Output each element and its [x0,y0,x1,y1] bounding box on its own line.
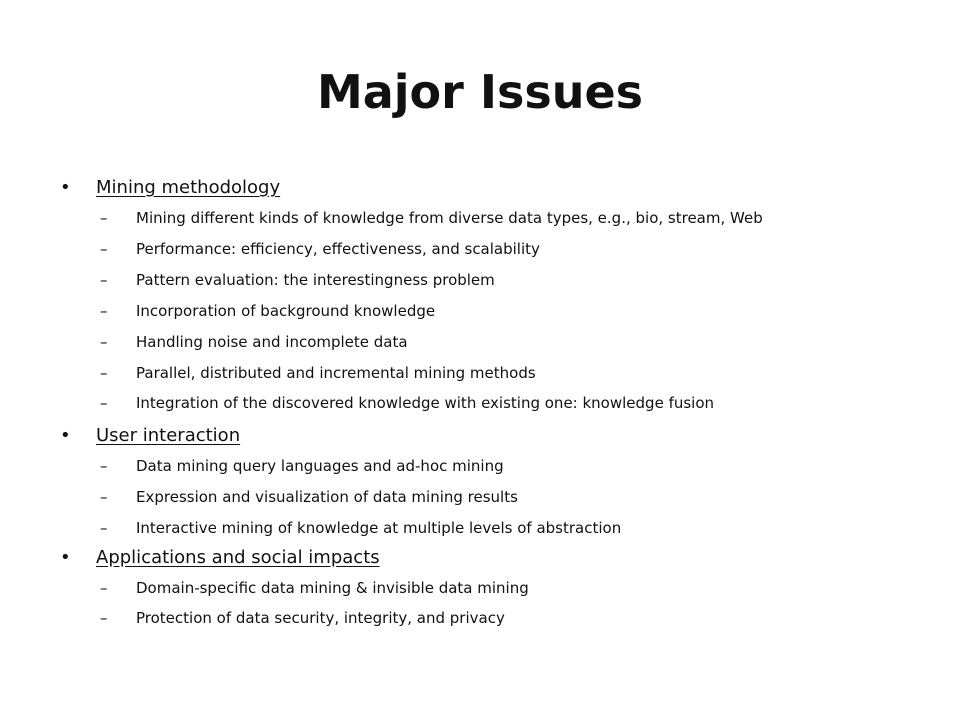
dash-icon: – [100,240,108,258]
section-heading: Applications and social impacts [96,547,380,568]
list-item [60,513,920,543]
bullet-icon: • [60,547,71,568]
list-item-text: Parallel, distributed and incremental mining methods [136,364,536,382]
dash-icon: – [100,394,108,412]
list-item [60,573,920,603]
list-item-text: Handling noise and incomplete data [136,333,408,351]
dash-icon: – [100,333,108,351]
list-item [60,296,920,327]
list-item [60,234,920,265]
list-item-text: Expression and visualization of data mining results [136,488,518,506]
dash-icon: – [100,271,108,289]
list-item [60,603,920,633]
slide-title: Major Issues [316,65,644,119]
list-item [60,388,920,418]
list-item [60,451,920,482]
section-applications-social-impacts [60,543,920,633]
list-item [60,203,920,234]
list-item [60,358,920,388]
dash-icon: – [100,457,108,475]
sub-list [60,451,920,543]
list-item [60,482,920,513]
list-item-text: Protection of data security, integrity, and privacy [136,609,505,627]
list-item [60,327,920,358]
list-item-text: Incorporation of background knowledge [136,302,436,320]
section-heading-row [60,421,920,451]
dash-icon: – [100,488,108,506]
list-item-text: Data mining query languages and ad-hoc mining [136,457,504,475]
sub-list [60,203,920,418]
list-item-text: Pattern evaluation: the interestingness problem [136,271,495,289]
dash-icon: – [100,364,108,382]
section-heading: User interaction [96,425,241,446]
bullet-icon: • [60,425,71,446]
list-item-text: Mining different kinds of knowledge from diverse data types, e.g., bio, stream, Web [136,209,763,227]
section-heading-row [60,173,920,203]
list-item-text: Performance: efficiency, effectiveness, and scalability [136,240,540,258]
dash-icon: – [100,209,108,227]
bullet-icon: • [60,177,71,198]
section-heading: Mining methodology [96,177,281,198]
list-item-text: Interactive mining of knowledge at multiple levels of abstraction [136,519,622,537]
dash-icon: – [100,519,108,537]
dash-icon: – [100,609,108,627]
section-user-interaction [60,421,920,543]
dash-icon: – [100,579,108,597]
dash-icon: – [100,302,108,320]
list-item [60,265,920,296]
sub-list [60,573,920,633]
list-item-text: Integration of the discovered knowledge with existing one: knowledge fusion [136,394,715,412]
section-heading-row [60,543,920,573]
section-mining-methodology [60,173,920,418]
list-item-text: Domain-specific data mining & invisible data mining [136,579,529,597]
